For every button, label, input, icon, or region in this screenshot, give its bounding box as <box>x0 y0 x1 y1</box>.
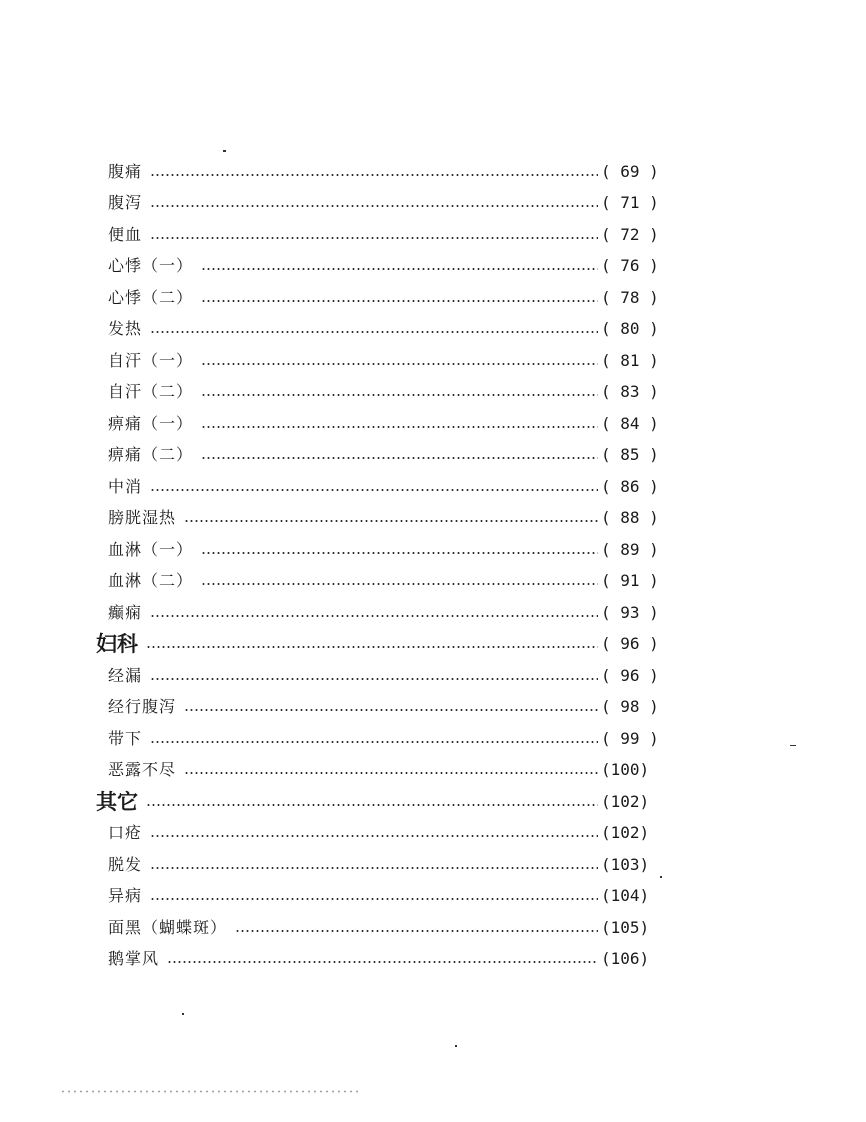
toc-page-number: (100) <box>601 760 650 780</box>
toc-page-number: ( 99 ) <box>601 728 659 748</box>
toc-entry-row <box>0 314 866 346</box>
toc-entry-row <box>0 471 866 503</box>
toc-page-number: (102) <box>601 791 650 811</box>
toc-page-number: (102) <box>601 823 650 843</box>
toc-entry-row <box>0 597 866 629</box>
toc-entry-row <box>0 818 866 850</box>
dot-leader <box>167 961 598 963</box>
toc-entry-row <box>0 408 866 440</box>
toc-page-number: ( 80 ) <box>601 319 659 339</box>
toc-entry-title: 自汗（二） <box>108 382 194 402</box>
toc-entry-title: 其它 <box>96 788 138 814</box>
toc-page-number: ( 89 ) <box>601 539 659 559</box>
toc-page-number: ( 98 ) <box>601 697 659 717</box>
toc-entry-title: 自汗（一） <box>108 350 194 370</box>
toc-page-number: ( 78 ) <box>601 287 659 307</box>
dot-leader <box>201 457 598 459</box>
dot-leader <box>146 646 598 648</box>
toc-entry-title: 面黑（蝴蝶斑） <box>108 917 228 937</box>
dot-leader <box>150 615 598 617</box>
toc-entry-title: 口疮 <box>108 823 143 843</box>
dot-leader <box>201 394 598 396</box>
dot-leader <box>150 835 598 837</box>
toc-page-number: ( 96 ) <box>601 634 659 654</box>
dot-leader <box>201 426 598 428</box>
toc-entry-title: 经行腹泻 <box>108 697 177 717</box>
toc-entry-row <box>0 534 866 566</box>
toc-entry-title: 异病 <box>108 886 143 906</box>
toc-page-number: (103) <box>601 854 650 874</box>
dot-leader <box>201 363 598 365</box>
toc-entry-row <box>0 692 866 724</box>
scan-noise-strip <box>60 1090 360 1093</box>
dot-leader <box>201 300 598 302</box>
toc-page-number: ( 84 ) <box>601 413 659 433</box>
toc-entry-row <box>0 566 866 598</box>
toc-entry-title: 腹痛 <box>108 161 143 181</box>
dot-leader <box>150 489 598 491</box>
toc-page-number: ( 86 ) <box>601 476 659 496</box>
toc-entry-row <box>0 251 866 283</box>
toc-page-number: ( 71 ) <box>601 193 659 213</box>
toc-entry-title: 腹泻 <box>108 193 143 213</box>
toc-entry-row <box>0 755 866 787</box>
toc-page-number: ( 96 ) <box>601 665 659 685</box>
dot-leader <box>150 205 598 207</box>
toc-entry-row <box>0 219 866 251</box>
dot-leader <box>146 804 598 806</box>
toc-page-number: ( 69 ) <box>601 161 659 181</box>
toc-page-number: ( 88 ) <box>601 508 659 528</box>
toc-entry-title: 鹅掌风 <box>108 949 160 969</box>
toc-entry-row <box>0 849 866 881</box>
toc-page-number: (106) <box>601 949 650 969</box>
dot-leader <box>150 237 598 239</box>
toc-page-number: ( 76 ) <box>601 256 659 276</box>
toc-page-number: ( 83 ) <box>601 382 659 402</box>
dot-leader <box>201 268 598 270</box>
dot-leader <box>150 741 598 743</box>
toc-entry-title: 脱发 <box>108 854 143 874</box>
toc-page-number: ( 72 ) <box>601 224 659 244</box>
toc-section-row <box>0 629 866 661</box>
scan-speck <box>660 876 662 878</box>
dot-leader <box>235 930 598 932</box>
toc-entry-row <box>0 345 866 377</box>
toc-page-number: ( 93 ) <box>601 602 659 622</box>
toc-entry-row <box>0 912 866 944</box>
toc-entry-title: 痹痛（一） <box>108 413 194 433</box>
dot-leader <box>150 898 598 900</box>
toc-entry-row <box>0 503 866 535</box>
toc-entry-title: 带下 <box>108 728 143 748</box>
toc-entry-row <box>0 660 866 692</box>
toc-entry-row <box>0 440 866 472</box>
toc-entry-title: 心悸（二） <box>108 287 194 307</box>
toc-entry-title: 妇科 <box>96 631 138 657</box>
toc-entry-title: 膀胱湿热 <box>108 508 177 528</box>
dot-leader <box>150 331 598 333</box>
toc-entry-title: 血淋（一） <box>108 539 194 559</box>
dot-leader <box>201 583 598 585</box>
toc-entry-title: 便血 <box>108 224 143 244</box>
dot-leader <box>184 709 598 711</box>
toc-entry-title: 心悸（一） <box>108 256 194 276</box>
scan-speck <box>455 1045 457 1047</box>
toc-entry-row <box>0 282 866 314</box>
toc-page-number: ( 85 ) <box>601 445 659 465</box>
toc-page-number: (104) <box>601 886 650 906</box>
scan-speck <box>182 1013 184 1015</box>
scan-speck <box>790 745 796 746</box>
toc-entry-title: 血淋（二） <box>108 571 194 591</box>
table-of-contents <box>0 156 866 975</box>
toc-entry-row <box>0 881 866 913</box>
dot-leader <box>184 520 598 522</box>
scan-speck <box>223 150 226 152</box>
dot-leader <box>150 678 598 680</box>
toc-entry-row <box>0 377 866 409</box>
toc-entry-title: 经漏 <box>108 665 143 685</box>
toc-entry-row <box>0 723 866 755</box>
toc-entry-title: 发热 <box>108 319 143 339</box>
dot-leader <box>184 772 598 774</box>
dot-leader <box>150 174 598 176</box>
dot-leader <box>150 867 598 869</box>
toc-entry-title: 癫痫 <box>108 602 143 622</box>
toc-entry-row <box>0 188 866 220</box>
toc-entry-row <box>0 944 866 976</box>
toc-page-number: (105) <box>601 917 650 937</box>
toc-page-number: ( 81 ) <box>601 350 659 370</box>
toc-section-row <box>0 786 866 818</box>
toc-entry-row <box>0 156 866 188</box>
toc-page-number: ( 91 ) <box>601 571 659 591</box>
toc-entry-title: 中消 <box>108 476 143 496</box>
toc-entry-title: 痹痛（二） <box>108 445 194 465</box>
toc-entry-title: 恶露不尽 <box>108 760 177 780</box>
dot-leader <box>201 552 598 554</box>
